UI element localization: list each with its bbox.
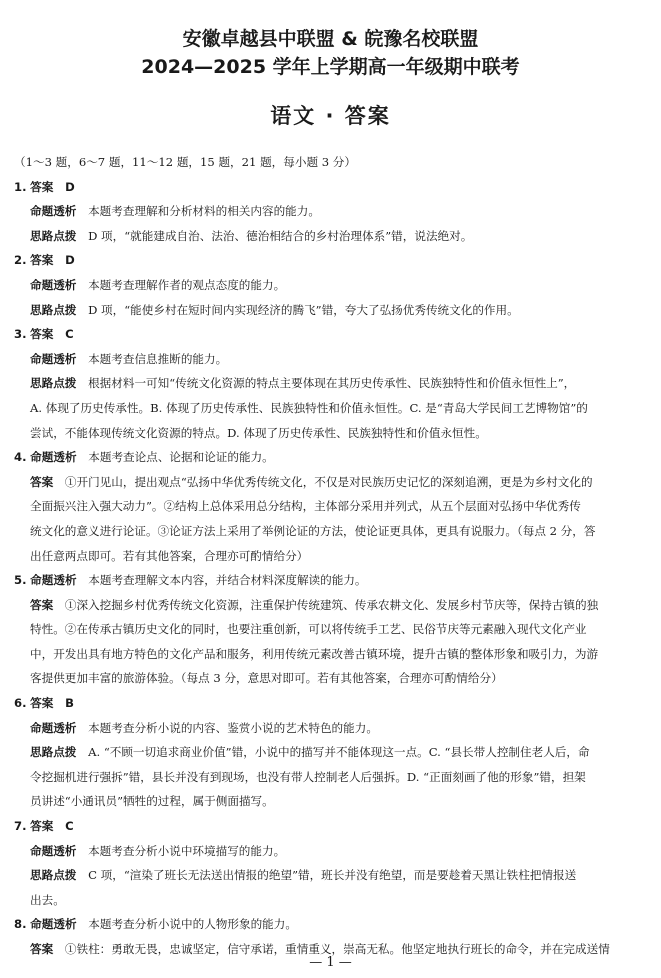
- hint-label: 思路点拨: [30, 302, 77, 317]
- hint-label: 思路点拨: [30, 868, 77, 883]
- title-line-1: 安徽卓越县中联盟 & 皖豫名校联盟: [182, 28, 479, 50]
- q7-intent-row: [14, 839, 650, 864]
- q7-answer: C: [65, 819, 74, 834]
- q1-intent-row: [14, 199, 650, 224]
- answer-label: 答案: [30, 942, 54, 956]
- intent-label: 命题透析: [30, 204, 77, 219]
- q4-answer-row: [14, 470, 650, 495]
- answer-label: 答案: [30, 696, 54, 711]
- q6-number: 6.: [14, 696, 27, 711]
- intent-label: 命题透析: [30, 573, 77, 588]
- q3-intent: 本题考查信息推断的能力。: [88, 351, 228, 366]
- intro-note: （1～3 题，6～7 题，11～12 题，15 题，21 题，每小题 3 分）: [14, 155, 356, 169]
- q8-answer-1: ①铁柱：勇敢无畏，忠诚坚定，信守承诺，重情重义，崇高无私。他坚定地执行班长的命令，并在完成送情: [64, 942, 610, 956]
- intent-label: 命题透析: [30, 720, 77, 735]
- q4-answer-line-2: 全面振兴注入强大动力”。②结构上总体采用总分结构，主体部分采用并列式，从五个层面对弘扬中华优秀传: [30, 499, 581, 514]
- q3-answer-row: [14, 322, 650, 347]
- q3-hint-1: 根据材料一可知“传统文化资源的特点主要体现在其历史传承性、民族独特性和价值永恒性上”，: [88, 376, 576, 391]
- answer-label: 答案: [30, 597, 54, 612]
- title-line-2: 2024—2025 学年上学期高一年级期中联考: [141, 56, 520, 78]
- answer-label: 答案: [30, 179, 54, 194]
- q8-intent: 本题考查分析小说中的人物形象的能力。: [88, 917, 297, 932]
- q2-hint-row: [14, 298, 650, 323]
- q3-intent-row: [14, 347, 650, 372]
- q1-hint: D 项，“就能建成自治、法治、德治相结合的乡村治理体系”错，说法绝对。: [88, 228, 473, 243]
- q3-number: 3.: [14, 327, 27, 342]
- hint-label: 思路点拨: [30, 376, 77, 391]
- q7-answer-row: [14, 814, 650, 839]
- q4-answer-line-3: 统文化的意义进行论证。③论证方法上采用了举例论证的方法，使论证更具体，更具有说服力。（每点 2 分，答: [30, 523, 596, 538]
- intent-label: 命题透析: [30, 351, 77, 366]
- q1-answer: D: [65, 179, 75, 194]
- answer-label: 答案: [30, 253, 54, 268]
- q4-answer-line-4: 出任意两点即可。若有其他答案，合理亦可酌情给分）: [30, 548, 309, 563]
- q7-number: 7.: [14, 819, 27, 834]
- q3-answer: C: [65, 327, 74, 342]
- q6-answer-row: [14, 691, 650, 716]
- q7-hint-line-2: 出去。: [30, 892, 65, 907]
- q5-intent-row: [14, 568, 650, 593]
- q6-hint-line-2: 令挖掘机进行强拆”错，县长并没有到现场，也没有带人控制老人后强拆。D. “正面刻画了他的形象”错，担架: [30, 769, 586, 784]
- answer-label: 答案: [30, 474, 54, 489]
- q4-number: 4.: [14, 450, 27, 465]
- answer-label: 答案: [30, 819, 54, 834]
- q5-intent: 本题考查理解文本内容，并结合材料深度解读的能力。: [88, 573, 367, 588]
- q3-hint-line-2: A. 体现了历史传承性。B. 体现了历史传承性、民族独特性和价值永恒性。C. 是“青岛大学民间工艺博物馆”的: [30, 400, 588, 415]
- q5-number: 5.: [14, 573, 27, 588]
- q3-hint-line-3: 尝试，不能体现传统文化资源的特点。D. 体现了历史传承性、民族独特性和价值永恒性。: [30, 425, 487, 440]
- intent-label: 命题透析: [30, 843, 77, 858]
- q7-hint-1: C 项，“渲染了班长无法送出情报的绝望”错，班长并没有绝望，而是要趁着天黑让铁柱把情报送: [88, 868, 577, 883]
- q6-hint-line-3: 员讲述“小通讯员”牺牲的过程，属于侧面描写。: [30, 794, 274, 809]
- q8-intent-row: [14, 912, 650, 937]
- q1-number: 1.: [14, 179, 27, 194]
- hint-label: 思路点拨: [30, 745, 77, 760]
- page-subtitle: 语文 · 答案: [270, 104, 391, 128]
- q2-hint: D 项，“能使乡村在短时间内实现经济的腾飞”错，夸大了弘扬优秀传统文化的作用。: [88, 302, 519, 317]
- q6-answer: B: [65, 696, 74, 711]
- page-number: — 1 —: [309, 955, 352, 970]
- hint-label: 思路点拨: [30, 228, 77, 243]
- q2-answer-row: [14, 248, 650, 273]
- q5-answer-1: ①深入挖掘乡村优秀传统文化资源，注重保护传统建筑、传承农耕文化、发展乡村节庆等，保持古镇的独: [64, 597, 599, 612]
- q4-answer-1: ①开门见山，提出观点“弘扬中华优秀传统文化，不仅是对民族历史记忆的深刻追溯，更是为乡村文化的: [64, 474, 593, 489]
- q6-intent: 本题考查分析小说的内容、鉴赏小说的艺术特色的能力。: [88, 720, 378, 735]
- q5-answer-line-4: 客提供更加丰富的旅游体验。（每点 3 分，意思对即可。若有其他答案，合理亦可酌情给分）: [30, 671, 503, 686]
- q5-answer-row: [14, 593, 650, 618]
- intent-label: 命题透析: [30, 917, 77, 932]
- answer-label: 答案: [30, 327, 54, 342]
- q4-intent-row: [14, 445, 650, 470]
- q2-answer: D: [65, 253, 75, 268]
- intent-label: 命题透析: [30, 450, 77, 465]
- q2-number: 2.: [14, 253, 27, 268]
- q3-hint-row: [14, 371, 650, 396]
- q2-intent-row: [14, 273, 650, 298]
- q7-intent: 本题考查分析小说中环境描写的能力。: [88, 843, 286, 858]
- q6-hint-1: A. “不顾一切追求商业价值”错，小说中的描写并不能体现这一点。C. “县长带人控制住老人后，命: [88, 745, 590, 760]
- q6-intent-row: [14, 716, 650, 741]
- q5-answer-line-3: 中，开发出具有地方特色的文化产品和服务，利用传统元素改善古镇环境，提升古镇的整体形象和吸引力，为游: [30, 646, 599, 661]
- q1-answer-row: [14, 175, 650, 200]
- q1-intent: 本题考查理解和分析材料的相关内容的能力。: [88, 204, 320, 219]
- answer-content: [14, 150, 650, 962]
- q6-hint-row: [14, 740, 650, 765]
- intent-label: 命题透析: [30, 277, 77, 292]
- q5-answer-line-2: 特性。②在传承古镇历史文化的同时，也要注重创新，可以将传统手工艺、民俗节庆等元素融入现代文化产业: [30, 622, 587, 637]
- q8-number: 8.: [14, 917, 27, 932]
- q4-intent: 本题考查论点、论据和论证的能力。: [88, 450, 274, 465]
- q2-intent: 本题考查理解作者的观点态度的能力。: [88, 277, 286, 292]
- q7-hint-row: [14, 863, 650, 888]
- q1-hint-row: [14, 224, 650, 249]
